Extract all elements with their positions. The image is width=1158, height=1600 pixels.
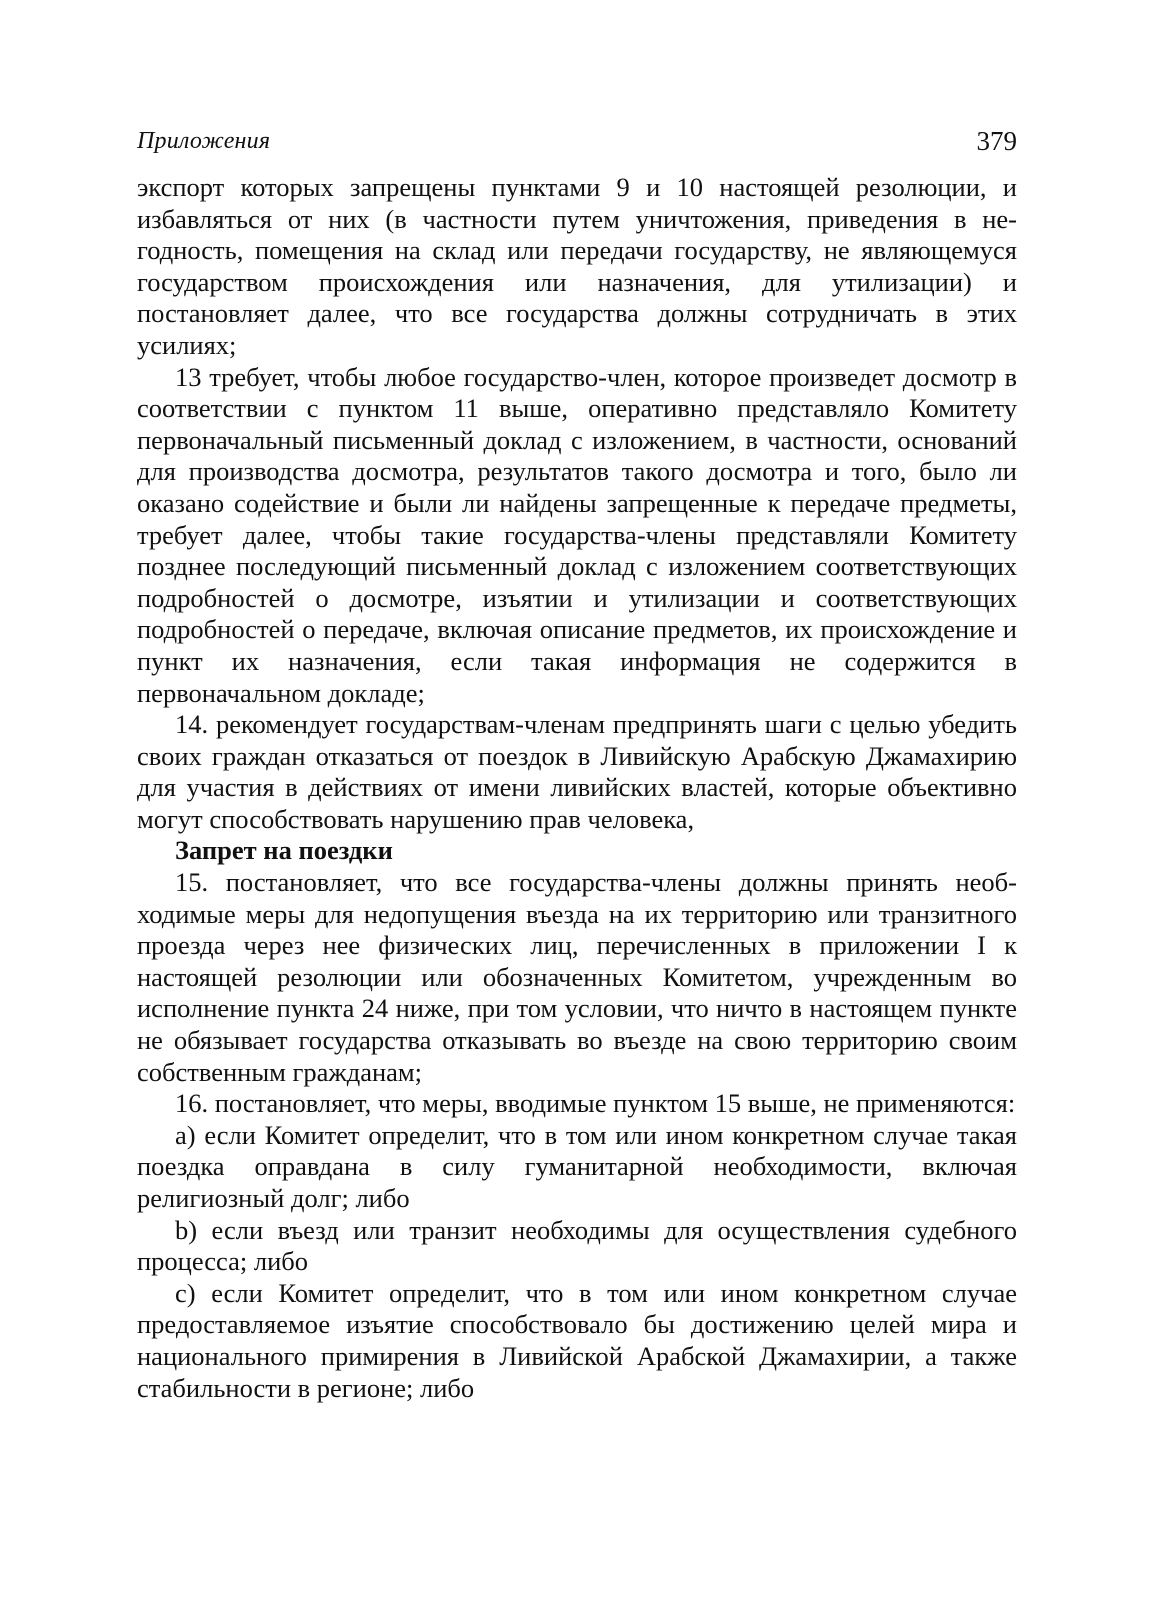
body-text [137, 172, 1017, 1404]
section-title: Приложения [137, 128, 271, 154]
subparagraph-a: a) если Комитет определит, что в том или ином конкретном случае такая поездка оправдана в силу гуманитарной необходимости, включая религиозный долг; либо [137, 1119, 1017, 1213]
page-number: 379 [976, 126, 1017, 156]
subparagraph-b: b) если въезд или транзит необходимы для осуществления судебного процесса; либо [137, 1214, 1017, 1277]
paragraph-13: 13 требует, чтобы любое государство-член, которое произведет досмотр в соответствии с пунктом 11 выше, оперативно представляло Комитету первоначальный письменный доклад с изложением, в частности, оснований для производства досмотра, результатов такого досмотра и того, было ли оказано содействие и были ли найдены запрещенные к передаче предметы, требует далее, чтобы такие государства-члены представляли Комитету позднее последующий письменный доклад с изложением соответствующих подробностей о досмотре, изъятии и утилизации и соответствующих подробностей о передаче, включая описание предметов, их происхождение и пункт их назначения, если такая информация не содержится в первоначальном докладе; [137, 361, 1017, 708]
subparagraph-c: c) если Комитет определит, что в том или ином конкретном случае предоставляемое изъятие способствовало бы достижению целей мира и национального примирения в Ливийской Арабской Джамахирии, а также стабильности в регионе; либо [137, 1277, 1017, 1403]
paragraph-15: 15. постановляет, что все государства-члены должны принять необходимые меры для недопущения въезда на их территорию или транзитного проезда через нее физических лиц, перечисленных в приложении I к настоящей резолюции или обозначенных Комитетом, учрежденным во исполнение пункта 24 ниже, при том условии, что ничто в настоящем пункте не обязывает государства отказывать во въезде на свою территорию своим собственным гражданам; [137, 867, 1017, 1087]
section-heading-travel-ban: Запрет на поездки [175, 835, 393, 866]
paragraph-16: 16. постановляет, что меры, вводимые пунктом 15 выше, не применяются: [175, 1088, 1016, 1119]
paragraph-14: 14. рекомендует государствам-членам предпринять шаги с целью убедить своих граждан отказаться от поездок в Ливийскую Арабскую Джамахирию для участия в действиях от имени ливийских властей, которые объективно могут способствовать нарушению прав человека, [137, 709, 1017, 834]
running-header [137, 124, 1017, 168]
document-page [137, 124, 1017, 1404]
paragraph-continuation: экспорт которых запрещены пунктами 9 и 10 настоящей резолюции, и избавляться от них (в частности путем уничтожения, приведения в негодность, помещения на склад или передачи государству, не являющемуся государством происхождения или назначения, для утилизации) и постановляет далее, что все государства должны сотрудничать в этих усилиях; [137, 172, 1017, 360]
